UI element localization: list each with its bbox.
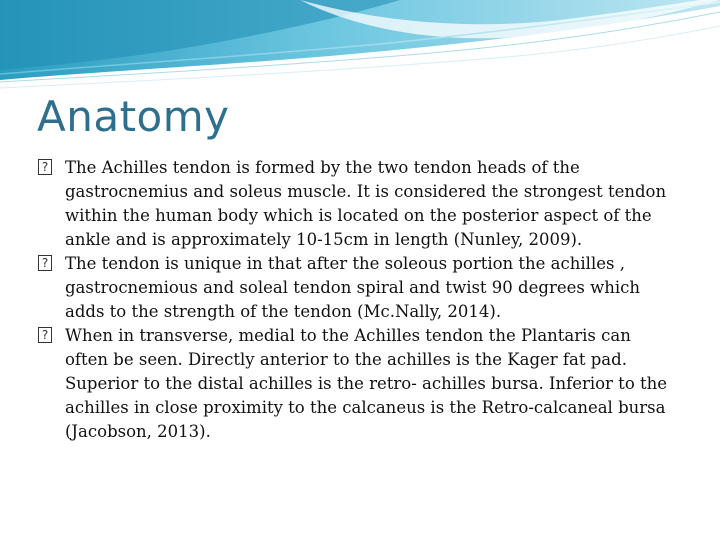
bullet-item — [38, 156, 678, 252]
header-wave-decoration — [0, 0, 720, 90]
bullet-list — [38, 156, 678, 444]
bullet-box-icon: ? — [38, 255, 52, 271]
bullet-item — [38, 252, 678, 324]
bullet-box-icon: ? — [38, 327, 52, 343]
bullet-text: The Achilles tendon is formed by the two tendon heads of the gastrocnemius and soleus muscle. It is considered the strongest tendon within the human body which is located on the posterior aspect of the ankle and is approximately 10-15cm in length (Nunley, 2009). — [65, 158, 667, 249]
bullet-item — [38, 324, 678, 444]
bullet-box-icon: ? — [38, 159, 52, 175]
slide-title: Anatomy — [37, 92, 230, 141]
bullet-text: When in transverse, medial to the Achilles tendon the Plantaris can often be seen. Directly anterior to the achilles is the Kager fat pad. Superior to the distal achilles is the retro- achilles bursa. Inferior to the achilles in close proximity to the calcaneus is the Retro-calcaneal bursa (Jacobson, 2013). — [65, 326, 668, 441]
bullet-text: The tendon is unique in that after the soleous portion the achilles , gastrocnemious and soleal tendon spiral and twist 90 degrees which adds to the strength of the tendon (Mc.Nally, 2014). — [65, 254, 640, 321]
